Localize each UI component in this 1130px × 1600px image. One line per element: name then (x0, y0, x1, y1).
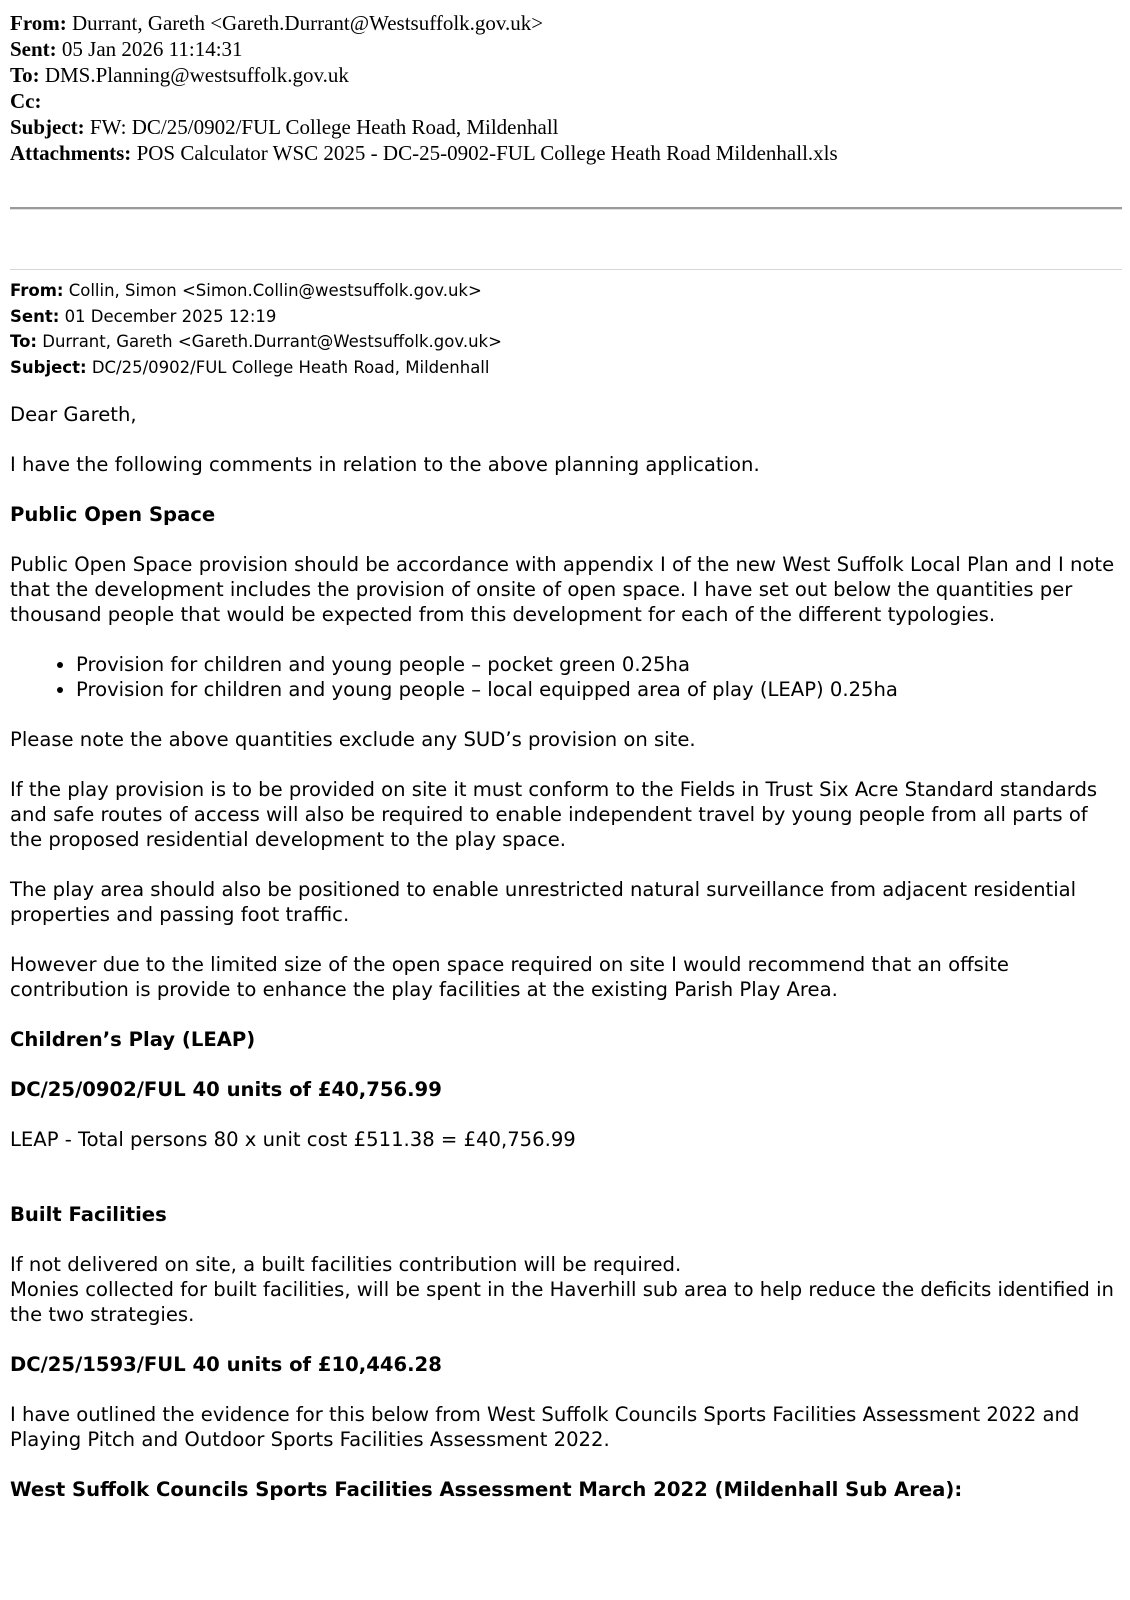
forward-attachments-row (10, 140, 1120, 166)
forward-to-row (10, 62, 1120, 88)
spacer (10, 1177, 1120, 1202)
header-divider (10, 207, 1122, 210)
forward-from-row (10, 10, 1120, 36)
childrens-play-heading: Children’s Play (LEAP) (10, 1028, 256, 1051)
forward-subject-label: Subject: (10, 115, 85, 139)
leap-reference: DC/25/0902/FUL 40 units of £40,756.99 (10, 1078, 442, 1101)
original-to-value[interactable]: Durrant, Gareth <Gareth.Durrant@Westsuffolk.gov.uk> (42, 332, 502, 351)
forward-sent-value: 05 Jan 2026 11:14:31 (61, 37, 243, 61)
forward-cc-row (10, 88, 1120, 114)
forward-cc-label: Cc: (10, 89, 42, 113)
forward-subject-row (10, 114, 1120, 140)
surveillance-paragraph: The play area should also be positioned to enable unrestricted natural surveillance from adjacent residential properties and passing foot traffic. (10, 878, 1077, 926)
forward-sent-row (10, 36, 1120, 62)
original-message-divider (10, 269, 1122, 270)
leap-calculation: LEAP - Total persons 80 x unit cost £511.38 = £40,756.99 (10, 1128, 576, 1151)
built-facilities-line-2: Monies collected for built facilities, will be spent in the Haverhill sub area to help reduce the deficits identified in the two strategies. (10, 1278, 1114, 1326)
original-sent-value: 01 December 2025 12:19 (64, 306, 277, 326)
original-from-value[interactable]: Collin, Simon <Simon.Collin@westsuffolk.gov.uk> (68, 281, 482, 300)
evidence-paragraph: I have outlined the evidence for this below from West Suffolk Councils Sports Facilities Assessment 2022 and Playing Pitch and Outdoor Sports Facilities Assessment 2022. (10, 1403, 1080, 1451)
forward-from-value[interactable]: Durrant, Gareth <Gareth.Durrant@Westsuffolk.gov.uk> (72, 11, 544, 35)
original-subject-row (10, 355, 502, 381)
forward-subject-value: FW: DC/25/0902/FUL College Heath Road, Mildenhall (89, 115, 559, 139)
forward-to-label: To: (10, 63, 40, 87)
intro-paragraph: I have the following comments in relation to the above planning application. (10, 453, 760, 476)
original-header (10, 278, 502, 380)
forward-attachments-label: Attachments: (10, 141, 132, 165)
original-subject-label: Subject: (10, 357, 87, 377)
original-from-row (10, 278, 502, 304)
attachment-link[interactable]: POS Calculator WSC 2025 - DC-25-0902-FUL College Heath Road Mildenhall.xls (136, 141, 838, 165)
email-body (10, 402, 1120, 1527)
forward-from-label: From: (10, 11, 67, 35)
provision-list (10, 652, 1120, 702)
play-provision-paragraph: If the play provision is to be provided on site it must conform to the Fields in Trust Six Acre Standard standards and safe routes of access will also be required to enable independent travel by young people from all parts of the proposed residential development to the play space. (10, 778, 1098, 851)
email-page (10, 10, 1120, 1501)
offsite-paragraph: However due to the limited size of the open space required on site I would recommend that an offsite contribution is provide to enhance the play facilities at the existing Parish Play Area. (10, 953, 1009, 1001)
built-facilities-paragraph (10, 1252, 1120, 1327)
original-to-row (10, 329, 502, 355)
original-subject-value: DC/25/0902/FUL College Heath Road, Mildenhall (91, 357, 490, 377)
public-open-space-paragraph: Public Open Space provision should be accordance with appendix I of the new West Suffolk Local Plan and I note that the development includes the provision of onsite of open space. I have set out below the quantities per thousand people that would be expected from this development for each of the different typologies. (10, 553, 1115, 626)
public-open-space-heading: Public Open Space (10, 503, 216, 526)
original-sent-label: Sent: (10, 306, 60, 326)
built-facilities-line-1: If not delivered on site, a built facilities contribution will be required. (10, 1253, 682, 1276)
forward-header (10, 10, 1120, 166)
built-facilities-heading: Built Facilities (10, 1203, 167, 1226)
note-paragraph: Please note the above quantities exclude any SUD’s provision on site. (10, 728, 696, 751)
assessment-heading: West Suffolk Councils Sports Facilities Assessment March 2022 (Mildenhall Sub Area): (10, 1478, 963, 1501)
greeting: Dear Gareth, (10, 403, 137, 426)
original-to-label: To: (10, 332, 37, 351)
list-item: • Provision for children and young people – pocket green 0.25ha (76, 652, 1120, 677)
built-facilities-reference: DC/25/1593/FUL 40 units of £10,446.28 (10, 1353, 442, 1376)
forward-sent-label: Sent: (10, 37, 57, 61)
list-item: • Provision for children and young people – local equipped area of play (LEAP) 0.25ha (76, 677, 1120, 702)
original-from-label: From: (10, 281, 64, 300)
original-sent-row (10, 304, 502, 330)
forward-to-value[interactable]: DMS.Planning@westsuffolk.gov.uk (44, 63, 349, 87)
